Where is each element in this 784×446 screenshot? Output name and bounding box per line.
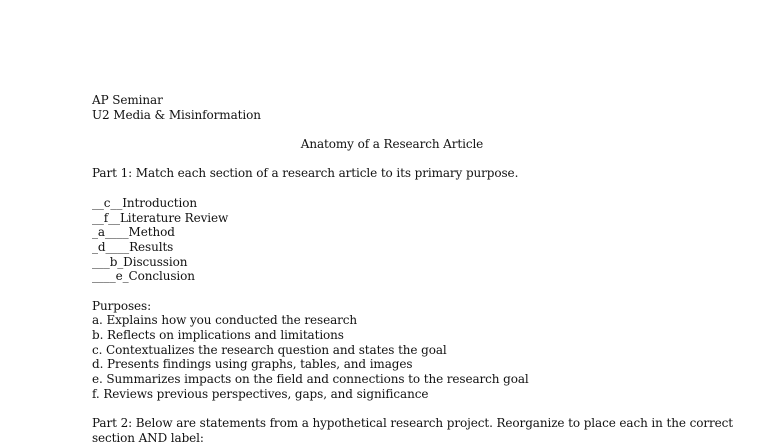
purpose-item-e: e. Summarizes impacts on the field and connections to the research goal <box>92 372 529 387</box>
part2-instruction-line1: Part 2: Below are statements from a hypothetical research project. Reorganize to place each in the correct <box>92 416 733 431</box>
course-name: AP Seminar <box>92 93 163 107</box>
match-item-literature-review: __f__Literature Review <box>92 210 229 225</box>
purpose-item-d: d. Presents findings using graphs, tables, and images <box>92 357 413 372</box>
spacer <box>92 181 752 196</box>
purposes-heading: Purposes: <box>92 298 152 313</box>
match-item-conclusion: ____e_Conclusion <box>92 269 195 284</box>
match-item-introduction: __c__Introduction <box>92 195 198 210</box>
spacer <box>92 152 752 167</box>
match-list <box>92 196 752 284</box>
unit-name: U2 Media & Misinformation <box>92 107 261 122</box>
match-item-results: _d____Results <box>92 239 174 254</box>
purpose-item-b: b. Reflects on implications and limitations <box>92 328 344 342</box>
purpose-item-a: a. Explains how you conducted the research <box>92 313 358 328</box>
purpose-item-c: c. Contextualizes the research question and states the goal <box>92 342 447 357</box>
purposes-list <box>92 313 752 401</box>
part2-instruction-line2: section AND label: <box>92 430 204 445</box>
purpose-item-f: f. Reviews previous perspectives, gaps, and significance <box>92 386 429 401</box>
match-item-method: _a____Method <box>92 225 175 240</box>
match-item-discussion: ___b_Discussion <box>92 254 188 269</box>
spacer <box>92 401 752 416</box>
document-page <box>92 93 752 446</box>
part1-instruction: Part 1: Match each section of a research article to its primary purpose. <box>92 166 519 181</box>
spacer <box>92 284 752 299</box>
spacer <box>92 122 752 137</box>
document-title: Anatomy of a Research Article <box>300 137 484 152</box>
